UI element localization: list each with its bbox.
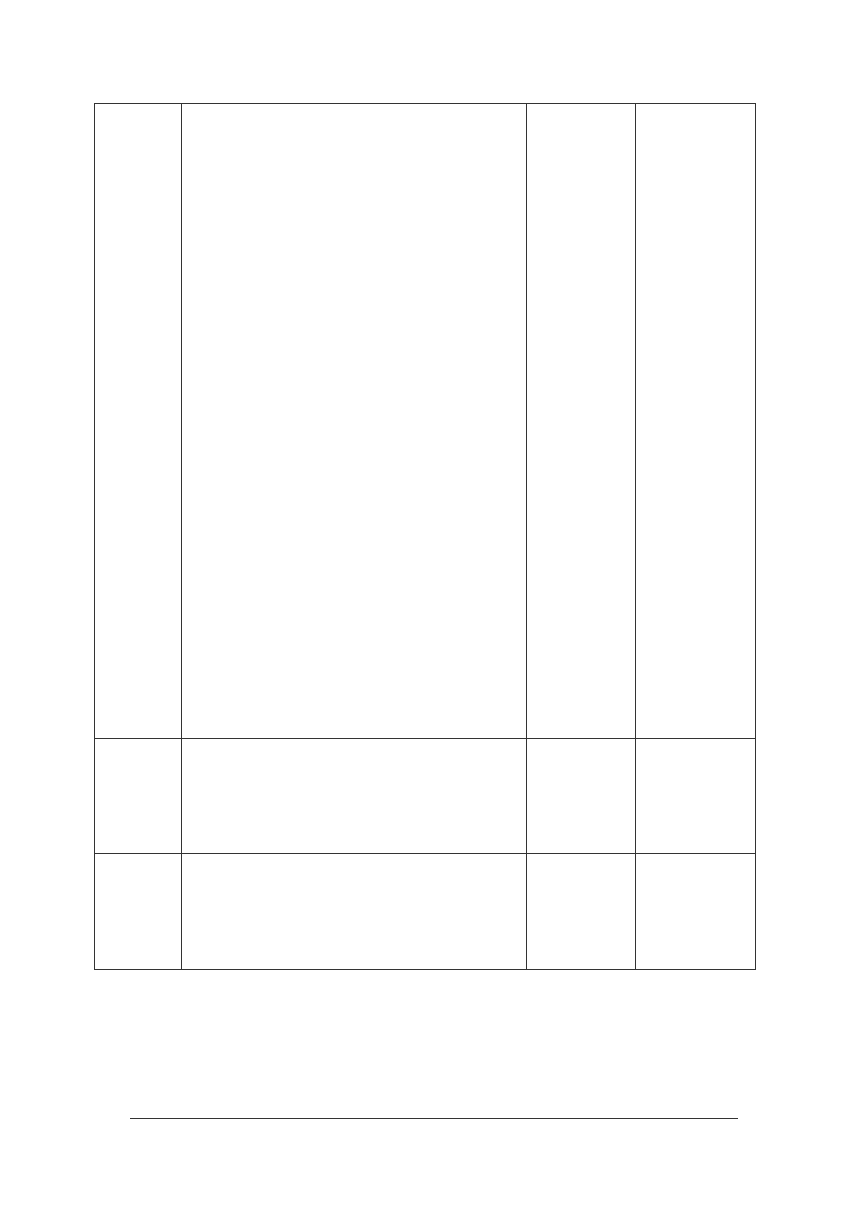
intent-line bbox=[644, 526, 747, 561]
student-activity-line bbox=[535, 700, 627, 735]
board-intent-cell bbox=[636, 854, 756, 969]
summary-line bbox=[190, 745, 518, 780]
student-activity-line bbox=[535, 214, 627, 249]
intent-line bbox=[644, 630, 747, 665]
intent-line bbox=[644, 665, 747, 700]
intent-line bbox=[644, 388, 747, 423]
summary-intent-cell bbox=[636, 739, 756, 854]
teaching-content-cell bbox=[182, 104, 527, 739]
student-activity-line bbox=[535, 145, 627, 180]
student-activity-line bbox=[535, 422, 627, 457]
student-activity-line bbox=[535, 457, 627, 492]
board-line bbox=[190, 895, 518, 930]
student-activity-cell bbox=[527, 104, 636, 739]
board-label bbox=[103, 860, 173, 895]
intent-line bbox=[644, 214, 747, 249]
numbered-item bbox=[190, 110, 518, 145]
board-title bbox=[190, 860, 518, 895]
summary-row bbox=[95, 739, 756, 854]
row-label-empty bbox=[95, 104, 182, 739]
board-label-cell bbox=[95, 854, 182, 969]
intent-line bbox=[644, 110, 747, 145]
summary-content-cell bbox=[182, 739, 527, 854]
intent-line bbox=[644, 457, 747, 492]
footer-divider bbox=[130, 1118, 738, 1119]
summary-activity-cell bbox=[527, 739, 636, 854]
design-intent-cell bbox=[636, 104, 756, 739]
summary-label-cell bbox=[95, 739, 182, 854]
student-activity-line bbox=[535, 353, 627, 388]
intent-line bbox=[644, 179, 747, 214]
board-line bbox=[190, 930, 518, 965]
summary-line bbox=[190, 780, 518, 815]
intent-line bbox=[644, 596, 747, 631]
intent-line bbox=[644, 145, 747, 180]
summary-intent bbox=[644, 745, 747, 780]
intent-line bbox=[644, 492, 747, 527]
item-continuation bbox=[190, 145, 518, 180]
board-row bbox=[95, 854, 756, 969]
intent-line bbox=[644, 283, 747, 318]
board-activity-cell bbox=[527, 854, 636, 969]
summary-label bbox=[103, 745, 173, 780]
student-activity-line bbox=[535, 630, 627, 665]
lesson-plan-table bbox=[94, 103, 756, 970]
summary-line bbox=[190, 815, 518, 850]
activity-row bbox=[95, 104, 756, 739]
student-activity-line bbox=[535, 665, 627, 700]
intent-line bbox=[644, 353, 747, 388]
intent-line bbox=[644, 422, 747, 457]
intent-line bbox=[644, 318, 747, 353]
student-activity-line bbox=[535, 388, 627, 423]
board-content-cell bbox=[182, 854, 527, 969]
student-activity-line bbox=[535, 179, 627, 214]
